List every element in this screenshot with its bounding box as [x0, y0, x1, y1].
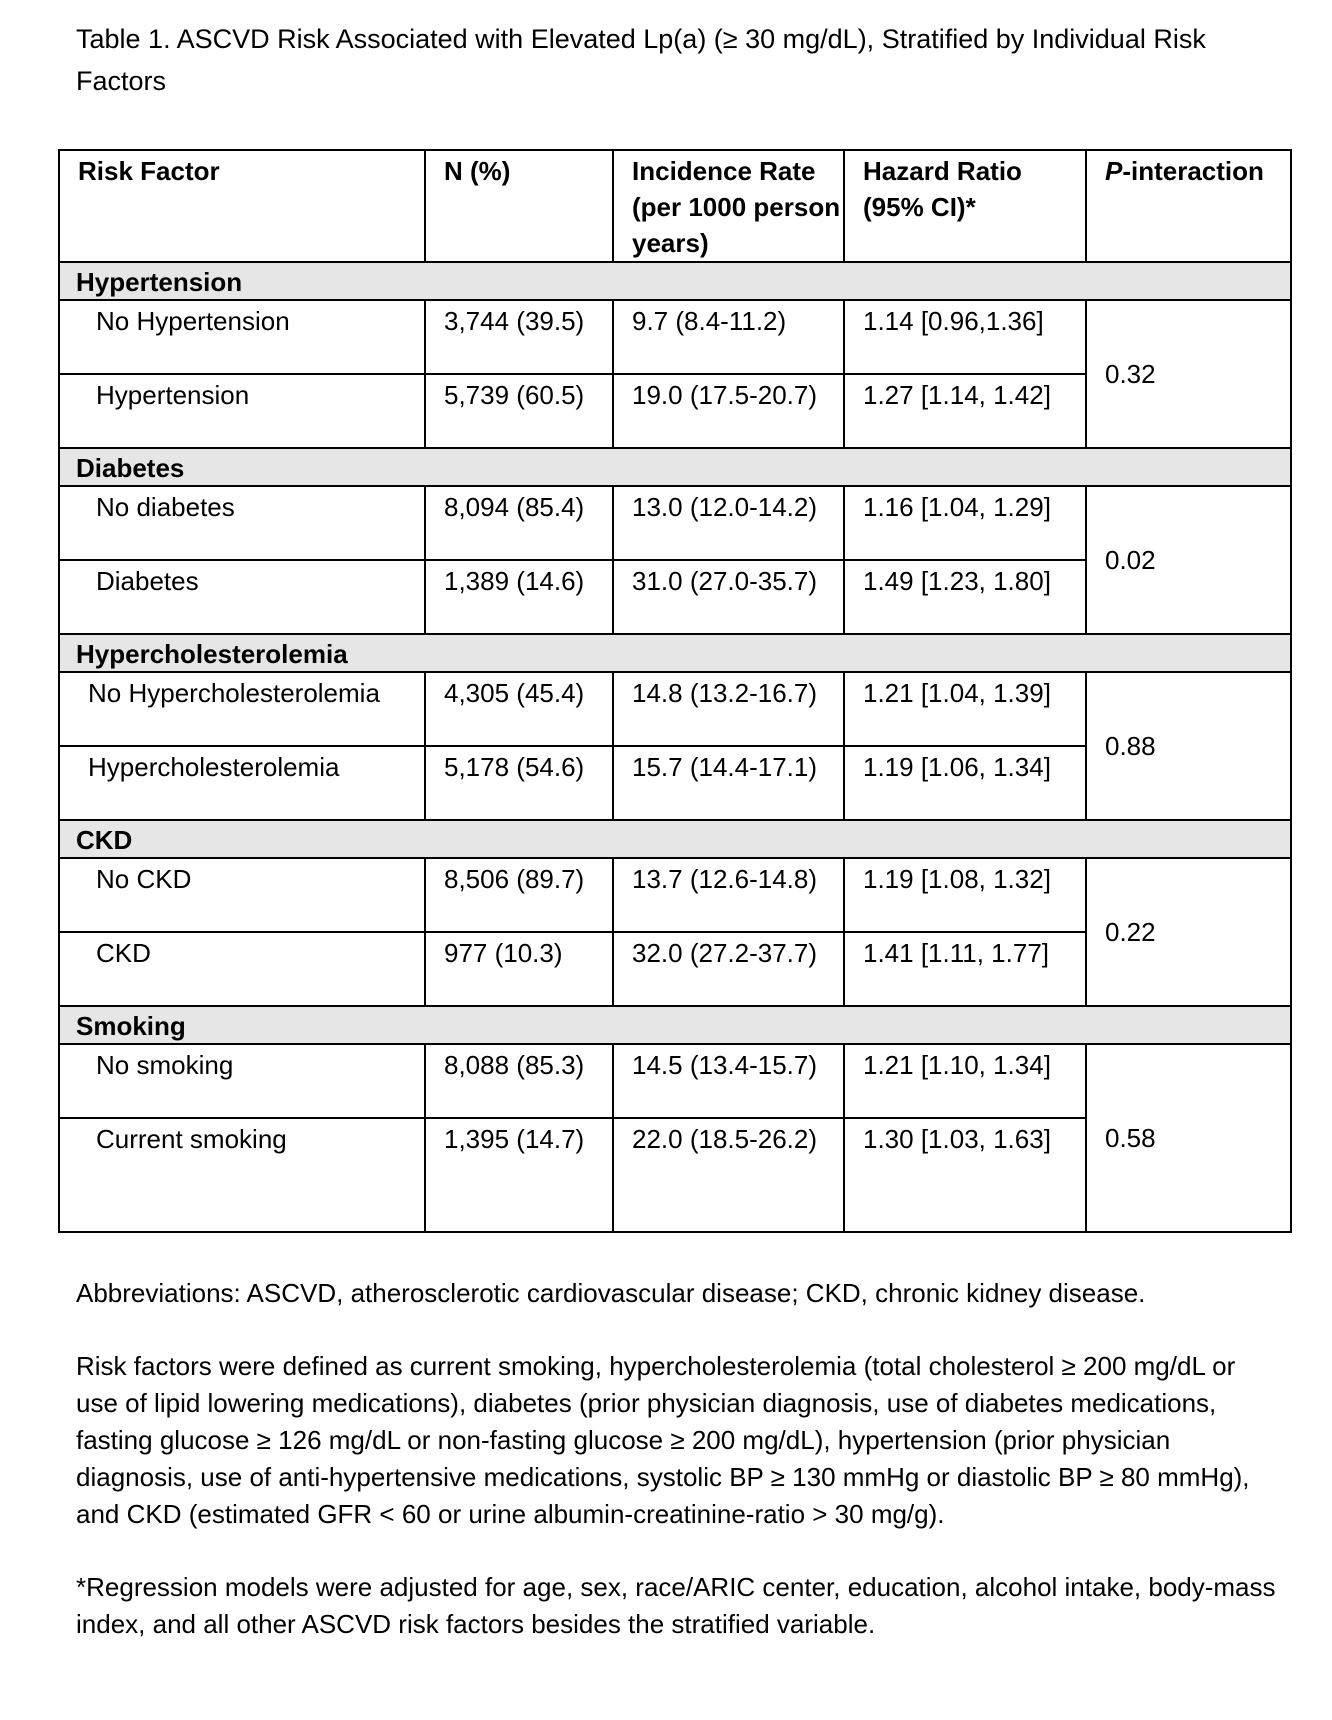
row-label: No CKD — [59, 858, 425, 932]
group-row — [59, 634, 1291, 672]
n-pct-cell: 1,395 (14.7) — [425, 1118, 613, 1232]
n-pct-cell: 5,739 (60.5) — [425, 374, 613, 448]
table-row — [59, 1044, 1291, 1118]
hazard-ratio-cell: 1.19 [1.08, 1.32] — [844, 858, 1086, 932]
incidence-cell: 22.0 (18.5-26.2) — [613, 1118, 844, 1232]
hazard-ratio-cell: 1.16 [1.04, 1.29] — [844, 486, 1086, 560]
risk-table — [58, 149, 1292, 1233]
n-pct-cell: 8,088 (85.3) — [425, 1044, 613, 1118]
group-row — [59, 448, 1291, 486]
row-label: No Hypertension — [59, 300, 425, 374]
incidence-cell: 15.7 (14.4-17.1) — [613, 746, 844, 820]
n-pct-cell: 4,305 (45.4) — [425, 672, 613, 746]
table-row — [59, 486, 1291, 560]
group-row — [59, 820, 1291, 858]
abbreviations-note: Abbreviations: ASCVD, atherosclerotic cardiovascular disease; CKD, chronic kidney disease. — [76, 1278, 1146, 1308]
n-pct-cell: 5,178 (54.6) — [425, 746, 613, 820]
incidence-cell: 13.7 (12.6-14.8) — [613, 858, 844, 932]
p-interaction-cell: 0.32 — [1086, 300, 1291, 448]
group-label: Diabetes — [59, 448, 1291, 486]
n-pct-cell: 8,506 (89.7) — [425, 858, 613, 932]
incidence-cell: 32.0 (27.2-37.7) — [613, 932, 844, 1006]
hazard-ratio-cell: 1.21 [1.10, 1.34] — [844, 1044, 1086, 1118]
row-label: Diabetes — [59, 560, 425, 634]
incidence-cell: 13.0 (12.0-14.2) — [613, 486, 844, 560]
row-label: No Hypercholesterolemia — [59, 672, 425, 746]
row-label: No diabetes — [59, 486, 425, 560]
group-row — [59, 262, 1291, 300]
table-header-row — [59, 150, 1291, 262]
row-label: CKD — [59, 932, 425, 1006]
n-pct-cell: 3,744 (39.5) — [425, 300, 613, 374]
header-risk-factor: Risk Factor — [59, 150, 425, 262]
n-pct-cell: 8,094 (85.4) — [425, 486, 613, 560]
n-pct-cell: 1,389 (14.6) — [425, 560, 613, 634]
n-pct-cell: 977 (10.3) — [425, 932, 613, 1006]
table-notes — [76, 1275, 1276, 1679]
group-row — [59, 1006, 1291, 1044]
table-row — [59, 672, 1291, 746]
hazard-ratio-cell: 1.49 [1.23, 1.80] — [844, 560, 1086, 634]
footnote: *Regression models were adjusted for age, sex, race/ARIC center, education, alcohol intake, body-mass index, and all other ASCVD risk factors besides the stratified variable. — [76, 1572, 1276, 1639]
incidence-cell: 19.0 (17.5-20.7) — [613, 374, 844, 448]
hazard-ratio-cell: 1.19 [1.06, 1.34] — [844, 746, 1086, 820]
header-hazard-ratio: Hazard Ratio (95% CI)* — [844, 150, 1086, 262]
hazard-ratio-cell: 1.41 [1.11, 1.77] — [844, 932, 1086, 1006]
incidence-cell: 9.7 (8.4-11.2) — [613, 300, 844, 374]
incidence-cell: 14.8 (13.2-16.7) — [613, 672, 844, 746]
row-label: Hypertension — [59, 374, 425, 448]
row-label: No smoking — [59, 1044, 425, 1118]
incidence-cell: 14.5 (13.4-15.7) — [613, 1044, 844, 1118]
definitions-note: Risk factors were defined as current smoking, hypercholesterolemia (total cholesterol ≥ 200 mg/dL or use of lipid lowering medications), diabetes (prior physician diagnosis, use of diabetes medications, fasting glucose ≥ 126 mg/dL or non-fasting glucose ≥ 200 mg/dL), hypertension (prior physician diagnosis, use of anti-hypertensive medications, systolic BP ≥ 130 mmHg or diastolic BP ≥ 80 mmHg), and CKD (estimated GFR < 60 or urine albumin-creatinine-ratio > 30 mg/g). — [76, 1351, 1250, 1529]
table-row — [59, 300, 1291, 374]
header-p-interaction: P-interaction — [1086, 150, 1291, 262]
hazard-ratio-cell: 1.30 [1.03, 1.63] — [844, 1118, 1086, 1232]
row-label: Current smoking — [59, 1118, 425, 1232]
header-incidence-rate: Incidence Rate (per 1000 person years) — [613, 150, 844, 262]
incidence-cell: 31.0 (27.0-35.7) — [613, 560, 844, 634]
table-row — [59, 858, 1291, 932]
hazard-ratio-cell: 1.14 [0.96,1.36] — [844, 300, 1086, 374]
row-label: Hypercholesterolemia — [59, 746, 425, 820]
group-label: Smoking — [59, 1006, 1291, 1044]
table-title: Table 1. ASCVD Risk Associated with Elevated Lp(a) (≥ 30 mg/dL), Stratified by Individual Risk Factors — [76, 24, 1206, 96]
group-label: CKD — [59, 820, 1291, 858]
hazard-ratio-cell: 1.27 [1.14, 1.42] — [844, 374, 1086, 448]
group-label: Hypertension — [59, 262, 1291, 300]
p-interaction-cell: 0.02 — [1086, 486, 1291, 634]
header-n-pct: N (%) — [425, 150, 613, 262]
p-interaction-cell: 0.22 — [1086, 858, 1291, 1006]
hazard-ratio-cell: 1.21 [1.04, 1.39] — [844, 672, 1086, 746]
group-label: Hypercholesterolemia — [59, 634, 1291, 672]
p-interaction-cell: 0.58 — [1086, 1044, 1291, 1232]
p-interaction-cell: 0.88 — [1086, 672, 1291, 820]
